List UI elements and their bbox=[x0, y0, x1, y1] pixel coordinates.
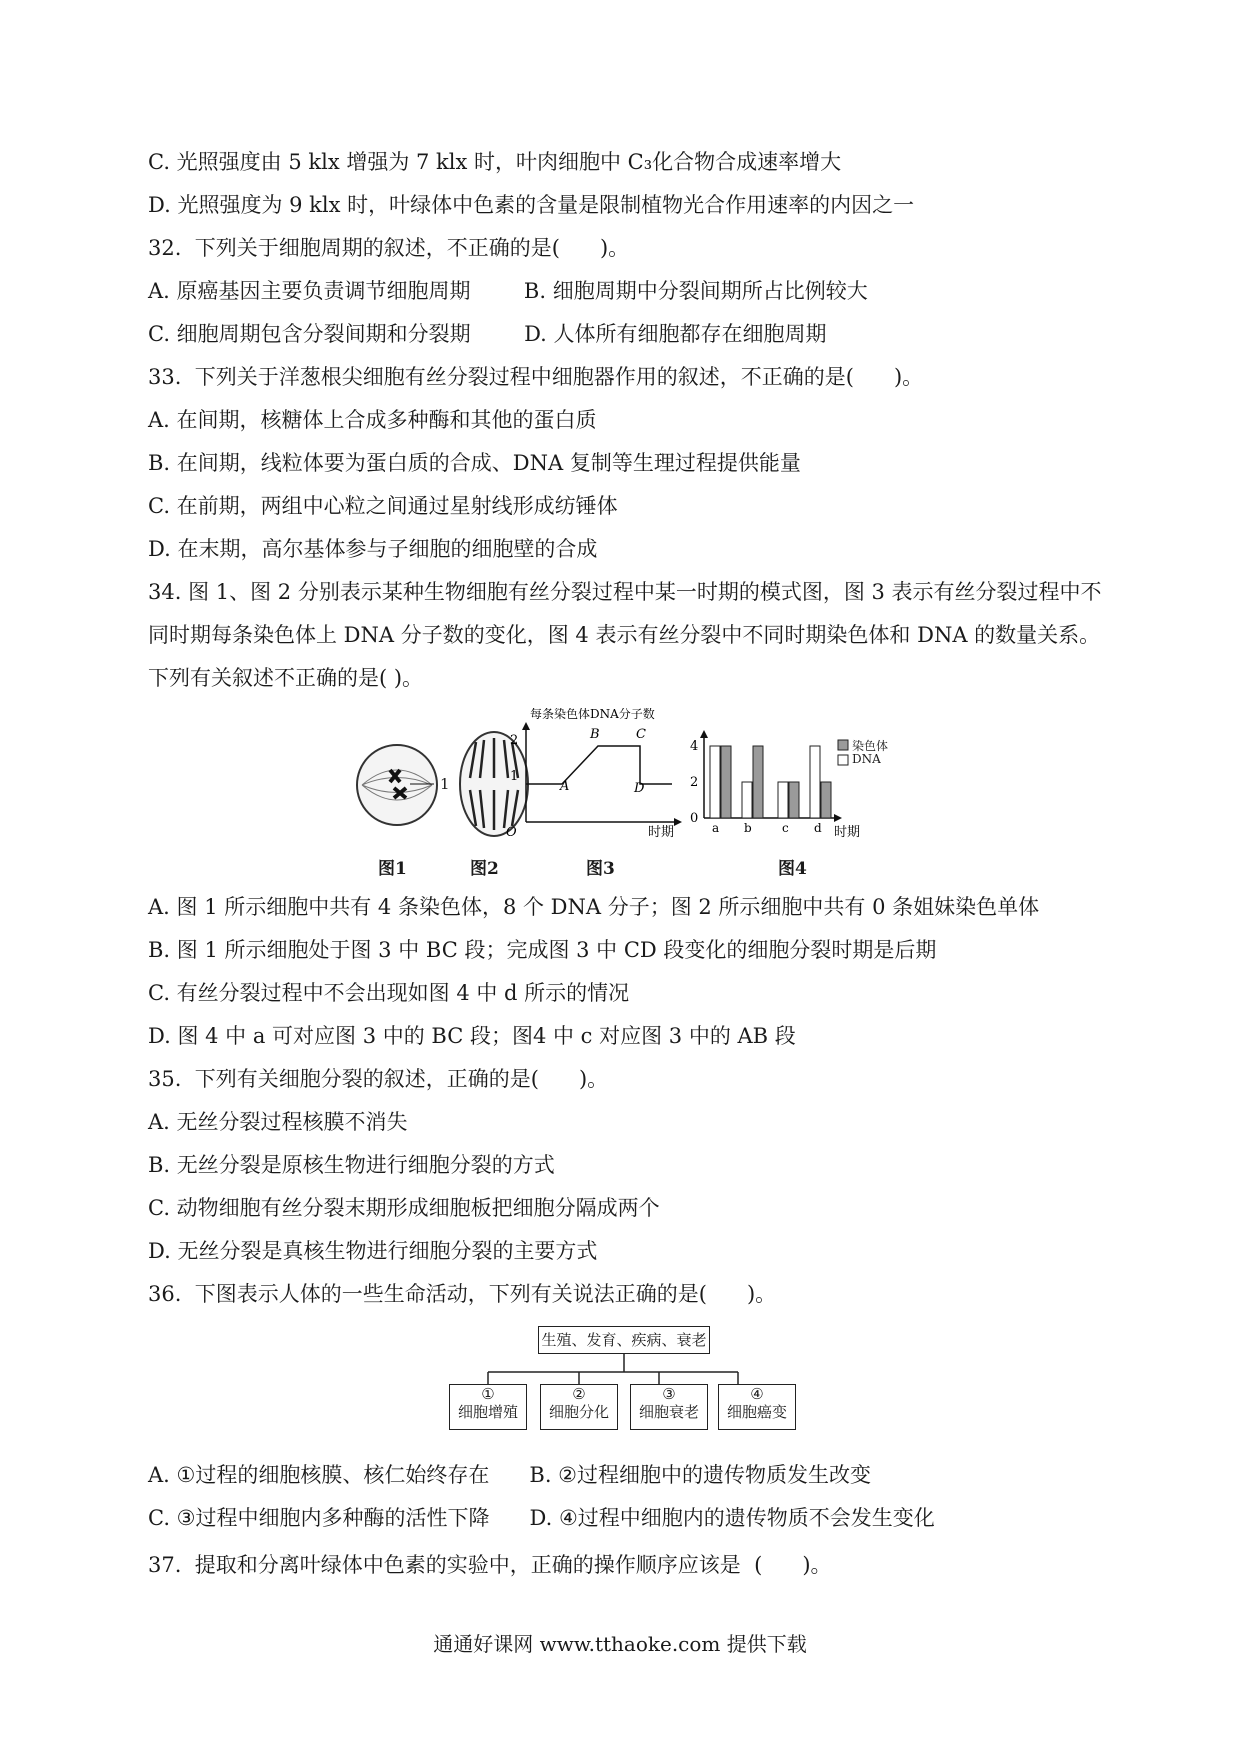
box-2-num: ② bbox=[572, 1385, 586, 1403]
option-c-35: C. 动物细胞有丝分裂末期形成细胞板把细胞分隔成两个 bbox=[148, 1196, 660, 1220]
figure-4-xtick-b: b bbox=[744, 821, 752, 835]
box-3-label: 细胞衰老 bbox=[638, 1403, 699, 1421]
figure-3-origin: O bbox=[506, 825, 517, 838]
figure-1-label: 1 bbox=[440, 775, 450, 793]
figure-4-legend-dna: DNA bbox=[852, 752, 881, 766]
option-c-31: C. 光照强度由 5 klx 增强为 7 klx 时，叶肉细胞中 C₃化合物合成速率增大 bbox=[148, 150, 842, 174]
box-1-num: ① bbox=[481, 1385, 495, 1403]
figure-4-ytick-2: 2 bbox=[690, 775, 699, 790]
option-d-31: D. 光照强度为 9 klx 时，叶绿体中色素的含量是限制植物光合作用速率的内因之一 bbox=[148, 193, 915, 217]
option-c-33: C. 在前期，两组中心粒之间通过星射线形成纺锤体 bbox=[148, 494, 618, 518]
option-b-35: B. 无丝分裂是原核生物进行细胞分裂的方式 bbox=[148, 1153, 555, 1177]
figure-3-point-b: B bbox=[590, 727, 600, 742]
option-d-33: D. 在末期，高尔基体参与子细胞的细胞壁的合成 bbox=[148, 537, 598, 561]
options-36-ab: A. ①过程的细胞核膜、核仁始终存在 B. ②过程细胞中的遗传物质发生改变 bbox=[148, 1463, 872, 1487]
box-4-num: ④ bbox=[750, 1385, 764, 1403]
figure-3-series-line bbox=[526, 746, 672, 784]
figure-3-chart bbox=[502, 708, 682, 838]
figure-4-xtick-c: c bbox=[782, 821, 789, 835]
figure-4-legend-swatches bbox=[836, 738, 850, 770]
option-b-33: B. 在间期，线粒体要为蛋白质的合成、DNA 复制等生理过程提供能量 bbox=[148, 451, 801, 475]
diagram-36-top-box: 生殖、发育、疾病、衰老 bbox=[538, 1326, 710, 1354]
option-c-34: C. 有丝分裂过程中不会出现如图 4 中 d 所示的情况 bbox=[148, 981, 630, 1005]
figure-4-xlabel: 时期 bbox=[834, 825, 861, 840]
page-footer: 通通好课网 www.tthaoke.com 提供下载 bbox=[433, 1632, 807, 1656]
question-35: 35. 下列有关细胞分裂的叙述，正确的是( )。 bbox=[148, 1067, 609, 1091]
diagram-36-box-1 bbox=[449, 1384, 527, 1430]
figure-3-ylabel: 每条染色体DNA分子数 bbox=[530, 708, 655, 721]
figure-4-ytick-0: 0 bbox=[690, 811, 699, 826]
figure-4-bar-d-dna bbox=[810, 746, 820, 818]
caption-fig3: 图3 bbox=[586, 859, 615, 879]
figure-4-xtick-a: a bbox=[712, 821, 720, 835]
figure-4-bar-b-chromosome bbox=[753, 746, 763, 818]
box-4-label: 细胞癌变 bbox=[726, 1403, 787, 1421]
figure-3-point-c: C bbox=[636, 727, 646, 742]
figure-4-bar-c-dna bbox=[778, 782, 788, 818]
figure-4-bars bbox=[710, 746, 831, 818]
option-d-34: D. 图 4 中 a 可对应图 3 中的 BC 段；图4 中 c 对应图 3 中的 AB 段 bbox=[148, 1024, 796, 1048]
figure-3-xlabel: 时期 bbox=[648, 825, 675, 838]
option-a-33: A. 在间期，核糖体上合成多种酶和其他的蛋白质 bbox=[148, 408, 597, 432]
box-3-num: ③ bbox=[662, 1385, 676, 1403]
question-33: 33. 下列关于洋葱根尖细胞有丝分裂过程中细胞器作用的叙述，不正确的是( )。 bbox=[148, 365, 924, 389]
figure-4-legend-chromosome: 染色体 bbox=[852, 739, 889, 753]
figure-4-bar-c-chromosome bbox=[789, 782, 799, 818]
diagram-36-box-3 bbox=[630, 1384, 708, 1430]
option-d-35: D. 无丝分裂是真核生物进行细胞分裂的主要方式 bbox=[148, 1239, 598, 1263]
figure-4-ytick-4: 4 bbox=[690, 739, 699, 754]
figure-4-bar-a-chromosome bbox=[721, 746, 731, 818]
caption-fig2: 图2 bbox=[470, 859, 499, 879]
diagram-36-box-2 bbox=[540, 1384, 618, 1430]
box-2-label: 细胞分化 bbox=[548, 1403, 609, 1421]
question-34: 34. 图 1、图 2 分别表示某种生物细胞有丝分裂过程中某一时期的模式图，图 3 表示有丝分裂过程中不同时期每条染色体上 DNA 分子数的变化，图 4 表示有丝分裂中不同时期染色体和 DNA 的数量关系。下列有关叙述不正确的是( )。 bbox=[148, 580, 1102, 690]
option-a-35: A. 无丝分裂过程核膜不消失 bbox=[148, 1110, 408, 1134]
figure-3-point-d: D bbox=[634, 781, 645, 796]
options-32-ab: A. 原癌基因主要负责调节细胞周期 B. 细胞周期中分裂间期所占比例较大 bbox=[148, 279, 868, 303]
option-b-34: B. 图 1 所示细胞处于图 3 中 BC 段；完成图 3 中 CD 段变化的细胞分裂时期是后期 bbox=[148, 938, 937, 962]
figure-4-bar-a-dna bbox=[710, 746, 720, 818]
figure-3-ytick-1: 1 bbox=[510, 769, 519, 784]
figure-4-bar-d-chromosome bbox=[821, 782, 831, 818]
question-37: 37. 提取和分离叶绿体中色素的实验中，正确的操作顺序应该是 ( )。 bbox=[148, 1553, 832, 1577]
diagram-36-box-4 bbox=[718, 1384, 796, 1430]
question-32: 32. 下列关于细胞周期的叙述，不正确的是( )。 bbox=[148, 236, 630, 260]
figure-1-cell bbox=[352, 740, 442, 830]
option-a-34: A. 图 1 所示细胞中共有 4 条染色体，8 个 DNA 分子；图 2 所示细胞中共有 0 条姐妹染色单体 bbox=[148, 895, 1040, 919]
caption-fig1: 图1 bbox=[378, 859, 407, 879]
caption-fig4: 图4 bbox=[778, 859, 807, 879]
box-1-label: 细胞增殖 bbox=[457, 1403, 518, 1421]
figure-4-xtick-d: d bbox=[814, 821, 822, 835]
figure-3-point-a: A bbox=[560, 779, 570, 794]
figure-4-bar-b-dna bbox=[742, 782, 752, 818]
options-32-cd: C. 细胞周期包含分裂间期和分裂期 D. 人体所有细胞都存在细胞周期 bbox=[148, 322, 827, 346]
options-36-cd: C. ③过程中细胞内多种酶的活性下降 D. ④过程中细胞内的遗传物质不会发生变化 bbox=[148, 1506, 935, 1530]
figure-3-ytick-2: 2 bbox=[510, 733, 519, 748]
question-36: 36. 下图表示人体的一些生命活动，下列有关说法正确的是( )。 bbox=[148, 1282, 777, 1306]
